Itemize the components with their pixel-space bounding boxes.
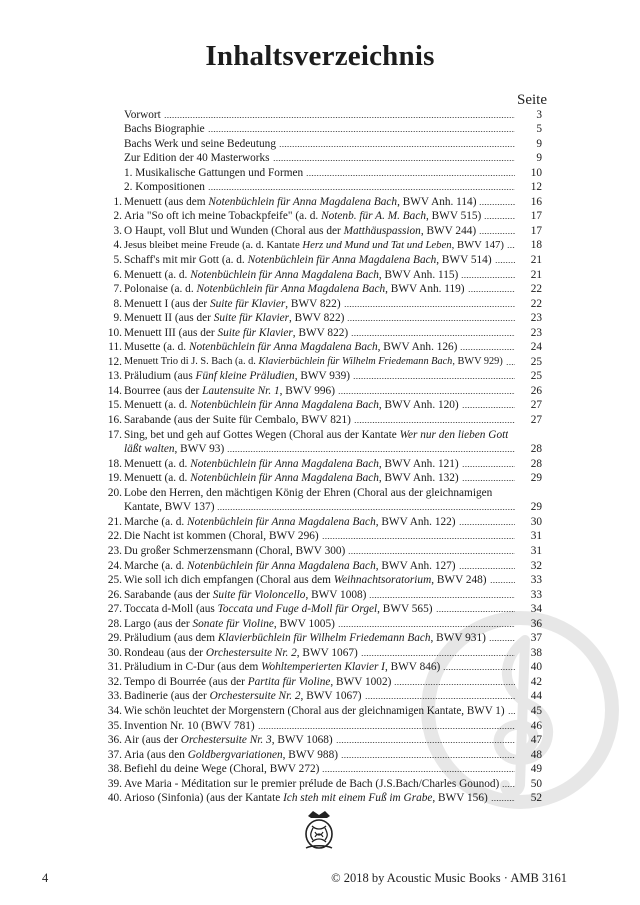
toc-entry [102,602,542,617]
toc-entry-page: 23 [530,326,542,339]
toc-entry-number: 31. [107,661,122,674]
toc-entry-title: Präludium in C-Dur (aus dem Wohltemperierten Klavier I, BWV 846) [124,661,441,674]
toc-entry [102,383,542,398]
toc-entry-title: Air (aus der Orchestersuite Nr. 3, BWV 1068) [124,734,333,747]
toc-entry-page: 45 [530,704,542,717]
toc-entry-page: 29 [530,472,542,485]
toc-entry-number: 30. [107,646,122,659]
toc-entry-title: Marche (a. d. Notenbüchlein für Anna Magdalena Bach, BWV Anh. 127) [124,559,456,572]
toc-entry-title: Befiehl du deine Wege (Choral, BWV 272) [124,763,320,776]
toc-entry-number: 32. [107,675,122,688]
toc-entry-number: 35. [107,719,122,732]
dot-leader [347,312,515,322]
toc-entry [102,282,542,297]
toc-entry-page: 17 [530,210,542,223]
toc-entry [102,122,542,137]
toc-entry [102,791,542,806]
toc-entry-title: Bourree (aus der Lautensuite Nr. 1, BWV 996) [124,384,335,397]
toc-entry-number: 21. [107,515,122,528]
toc-entry [102,354,542,369]
dot-leader [462,458,515,468]
toc-entry-number: 37. [107,748,122,761]
toc-entry-number: 15. [107,399,122,412]
toc-entry-page: 46 [530,719,542,732]
toc-entry-title: Sing, bet und geh auf Gottes Wegen (Choral aus der Kantate Wer nur den lieben Gott [124,428,509,441]
toc-entry-number: 27. [107,603,122,616]
dot-leader [369,589,515,599]
toc-entry-page: 12 [530,181,542,194]
toc-entry [102,107,542,122]
toc-entry-number: 23. [107,544,122,557]
toc-entry-title: Kantate, BWV 137) [124,501,215,514]
toc-entry-page: 34 [530,603,542,616]
dot-leader [460,341,515,351]
toc-entry-number: 12. [107,355,122,368]
toc-entry-title: läßt walten, BWV 93) [124,443,225,456]
toc-entry-page: 33 [530,588,542,601]
toc-entry-number: 3. [113,224,122,237]
toc-entry-title: Aria (aus den Goldbergvariationen, BWV 988) [124,748,338,761]
toc-entry-number: 40. [107,792,122,805]
toc-entry [102,747,542,762]
dot-leader [479,225,515,235]
toc-entry-title: Präludium (aus dem Klavierbüchlein für Wilhelm Friedemann Bach, BWV 931) [124,632,486,645]
toc-entry [102,252,542,267]
toc-entry-number: 36. [107,734,122,747]
toc-entry-title: Rondeau (aus der Orchestersuite Nr. 2, BWV 1067) [124,646,358,659]
toc-entry-number: 33. [107,690,122,703]
toc-entry [102,543,542,558]
toc-entry [102,485,542,500]
toc-entry [102,398,542,413]
toc-entry [102,369,542,384]
toc-entry [102,442,542,457]
toc-entry-number: 8. [113,297,122,310]
toc-entry [102,471,542,486]
toc-entry [102,412,542,427]
toc-entry-number: 16. [107,414,122,427]
toc-entry-title: O Haupt, voll Blut und Wunden (Choral aus der Matthäuspassion, BWV 244) [124,224,477,237]
toc-entry-title: Jesus bleibet meine Freude (a. d. Kantate Herz und Mund und Tat und Leben, BWV 147) [124,239,504,252]
toc-entry [102,616,542,631]
toc-entry-page: 22 [530,283,542,296]
toc-entry-page: 3 [536,108,542,121]
toc-entry-number: 9. [113,312,122,325]
dot-leader [489,632,515,642]
dot-leader [306,167,515,177]
toc-entry [102,223,542,238]
dot-leader [273,152,515,162]
toc-entry-title: Polonaise (a. d. Notenbüchlein für Anna Magdalena Bach, BWV Anh. 119) [124,283,465,296]
toc-entry [102,762,542,777]
dot-leader [506,356,515,366]
toc-entry-page: 24 [530,341,542,354]
toc-entry-title: Badinerie (aus der Orchestersuite Nr. 2, BWV 1067) [124,690,362,703]
toc-entry-page: 31 [530,530,542,543]
toc-entry-title: Lobe den Herren, den mächtigen König der Ehren (Choral aus der gleichnamigen [124,486,493,499]
dot-leader [459,560,515,570]
toc-entry-title: 2. Kompositionen [124,181,205,194]
dot-leader [344,298,515,308]
toc-entry-page: 25 [530,355,542,368]
toc-entry-number: 18. [107,457,122,470]
toc-entry-title: Tempo di Bourrée (aus der Partita für Violine, BWV 1002) [124,675,392,688]
dot-leader [490,574,515,584]
toc-entry-number: 26. [107,588,122,601]
toc-entry-page: 42 [530,675,542,688]
toc-entry [102,500,542,515]
toc-entry [102,529,542,544]
dot-leader [338,385,515,395]
toc-entry-title: Schaff's mit mir Gott (a. d. Notenbüchlein für Anna Magdalena Bach, BWV 514) [124,254,492,267]
toc-entry [102,209,542,224]
toc-entry-title: Menuett (a. d. Notenbüchlein für Anna Magdalena Bach, BWV Anh. 115) [124,268,459,281]
toc-entry-number: 28. [107,617,122,630]
toc-entry-page: 9 [536,137,542,150]
dot-leader [279,138,515,148]
toc-entry [102,776,542,791]
toc-entry [102,340,542,355]
toc-entry-page: 52 [530,792,542,805]
toc-entry-page: 27 [530,399,542,412]
toc-entry-number: 4. [113,239,122,252]
toc-entry-title: Musette (a. d. Notenbüchlein für Anna Magdalena Bach, BWV Anh. 126) [124,341,458,354]
dot-leader [502,778,515,788]
toc-entry [102,733,542,748]
toc-entry [102,660,542,675]
toc-entry-page: 44 [530,690,542,703]
toc-entry-page: 38 [530,646,542,659]
toc-entry [102,296,542,311]
toc-entry [102,151,542,166]
toc-entry-page: 23 [530,312,542,325]
toc-entry-number: 39. [107,777,122,790]
dot-leader [361,647,515,657]
dot-leader [338,618,515,628]
toc-entry-page: 18 [530,239,542,252]
toc-entry-title: Arioso (Sinfonia) (aus der Kantate Ich steh mit einem Fuß im Grabe, BWV 156) [124,792,488,805]
toc-entry-title: 1. Musikalische Gattungen und Formen [124,166,304,179]
dot-leader [227,443,515,453]
dot-leader [354,414,515,424]
toc-entry-title: Menuett Trio di J. S. Bach (a. d. Klavierbüchlein für Wilhelm Friedemann Bach, BWV 929) [124,355,503,367]
toc-entry [102,558,542,573]
toc-entry-page: 31 [530,544,542,557]
dot-leader [217,501,515,511]
toc-entry-title: Vorwort [124,108,161,121]
toc-entry-title: Menuett (a. d. Notenbüchlein für Anna Magdalena Bach, BWV Anh. 132) [124,472,459,485]
toc-entry-title: Bachs Biographie [124,123,205,136]
toc-entry-page: 26 [530,384,542,397]
dot-leader [351,327,515,337]
toc-entry-number: 22. [107,530,122,543]
toc-entry-page: 50 [530,777,542,790]
toc-entry-page: 21 [530,268,542,281]
toc-entry-title: Zur Edition der 40 Masterworks [124,152,270,165]
toc-entry-page: 21 [530,254,542,267]
dot-leader [336,734,515,744]
toc-entry-title: Wie schön leuchtet der Morgenstern (Choral aus der gleichnamigen Kantate, BWV 1) [124,704,505,717]
toc-entry-number: 10. [107,326,122,339]
toc-entry-page: 32 [530,559,542,572]
toc-entry-page: 47 [530,734,542,747]
dot-leader [436,603,516,613]
toc-entry-title: Du großer Schmerzensmann (Choral, BWV 300) [124,544,346,557]
dot-leader [208,181,515,191]
dot-leader [508,705,515,715]
toc-entry [102,645,542,660]
toc-entry [102,689,542,704]
toc-entry-page: 17 [530,224,542,237]
toc-entry-title: Sarabande (aus der Suite für Cembalo, BWV 821) [124,414,351,427]
toc-entry-title: Bachs Werk und seine Bedeutung [124,137,276,150]
toc-entry-title: Menuett II (aus der Suite für Klavier, BWV 822) [124,312,345,325]
toc-entry [102,718,542,733]
toc-entry-number: 38. [107,763,122,776]
toc-entry-page: 10 [530,166,542,179]
toc-entry-number: 11. [108,341,122,354]
toc-entry-number: 5. [113,254,122,267]
toc-entry [102,514,542,529]
toc-entry-title: Marche (a. d. Notenbüchlein für Anna Magdalena Bach, BWV Anh. 122) [124,515,456,528]
dot-leader [459,516,515,526]
toc-entry-page: 16 [530,195,542,208]
toc-entry [102,573,542,588]
toc-entry-page: 36 [530,617,542,630]
dot-leader [468,283,515,293]
toc-entry [102,427,542,442]
toc-entry-number: 2. [113,210,122,223]
dot-leader [479,196,515,206]
toc-entry [102,631,542,646]
toc-entry-page: 5 [536,123,542,136]
toc-entry-title: Menuett (a. d. Notenbüchlein für Anna Magdalena Bach, BWV Anh. 121) [124,457,459,470]
toc-entry-page: 48 [530,748,542,761]
dot-leader [322,763,515,773]
toc-entry-page: 27 [530,414,542,427]
toc-entry-number: 25. [107,574,122,587]
toc-entry-number: 7. [113,283,122,296]
dot-leader [365,690,515,700]
toc-entry-title: Wie soll ich dich empfangen (Choral aus dem Weihnachtsoratorium, BWV 248) [124,574,487,587]
page-column-header: Seite [517,92,547,108]
dot-leader [353,370,515,380]
toc-entry-number: 14. [107,384,122,397]
dot-leader [443,661,515,671]
toc-entry [102,180,542,195]
toc-entry-title: Largo (aus der Sonate für Violine, BWV 1005) [124,617,335,630]
toc-entry-title: Menuett III (aus der Suite für Klavier, BWV 822) [124,326,349,339]
dot-leader [341,749,515,759]
toc-entry-number: 29. [107,632,122,645]
toc-entry [102,311,542,326]
toc-entry-page: 28 [530,457,542,470]
dot-leader [484,210,515,220]
toc-entry [102,587,542,602]
toc-entry-number: 19. [107,472,122,485]
dot-leader [394,676,515,686]
dot-leader [462,399,515,409]
dot-leader [258,720,515,730]
toc-entry-page: 49 [530,763,542,776]
dot-leader [164,109,515,119]
toc-entry-page: 40 [530,661,542,674]
toc-entry [102,456,542,471]
dot-leader [462,472,515,482]
toc-entry [102,703,542,718]
toc-entry-page: 30 [530,515,542,528]
toc-entry-number: 13. [107,370,122,383]
toc-entry-title: Ave Maria - Méditation sur le premier prélude de Bach (J.S.Bach/Charles Gounod) [124,777,500,790]
dot-leader [322,530,515,540]
toc-entry-number: 34. [107,704,122,717]
table-of-contents [102,107,542,805]
toc-entry-page: 25 [530,370,542,383]
toc-entry-page: 9 [536,152,542,165]
toc-entry-title: Die Nacht ist kommen (Choral, BWV 296) [124,530,319,543]
toc-entry-number: 24. [107,559,122,572]
toc-entry-number: 1. [113,195,122,208]
dot-leader [461,269,515,279]
toc-entry [102,238,542,253]
toc-entry-page: 33 [530,574,542,587]
toc-entry-title: Aria "So oft ich meine Tobackpfeife" (a. d. Notenb. für A. M. Bach, BWV 515) [124,210,482,223]
toc-entry-page: 37 [530,632,542,645]
toc-entry [102,194,542,209]
toc-entry [102,136,542,151]
toc-entry-title: Invention Nr. 10 (BWV 781) [124,719,255,732]
dot-leader [348,545,515,555]
toc-entry [102,267,542,282]
toc-entry-page: 29 [530,501,542,514]
toc-entry-title: Menuett (a. d. Notenbüchlein für Anna Magdalena Bach, BWV Anh. 120) [124,399,459,412]
toc-entry-page: 22 [530,297,542,310]
dot-leader [507,239,515,249]
page-number: 4 [42,871,49,885]
toc-entry [102,325,542,340]
toc-entry-title: Menuett I (aus der Suite für Klavier, BWV 822) [124,297,341,310]
toc-entry-number: 17. [107,428,122,441]
toc-entry-number: 20. [107,486,122,499]
toc-entry [102,165,542,180]
dot-leader [208,123,515,133]
toc-entry-title: Präludium (aus Fünf kleine Präludien, BWV 939) [124,370,351,383]
toc-entry-title: Toccata d-Moll (aus Toccata und Fuge d-Moll für Orgel, BWV 565) [124,603,433,616]
toc-entry-page: 28 [530,443,542,456]
dot-leader [495,254,515,264]
toc-entry-number: 6. [113,268,122,281]
toc-entry-title: Sarabande (aus der Suite für Violoncello, BWV 1008) [124,588,367,601]
bach-monogram-seal-icon [300,808,338,852]
copyright-notice: © 2018 by Acoustic Music Books · AMB 3161 [331,871,567,885]
page-title: Inhaltsverzeichnis [205,40,435,72]
dot-leader [491,792,515,802]
toc-entry [102,674,542,689]
toc-entry-title: Menuett (aus dem Notenbüchlein für Anna Magdalena Bach, BWV Anh. 114) [124,195,477,208]
